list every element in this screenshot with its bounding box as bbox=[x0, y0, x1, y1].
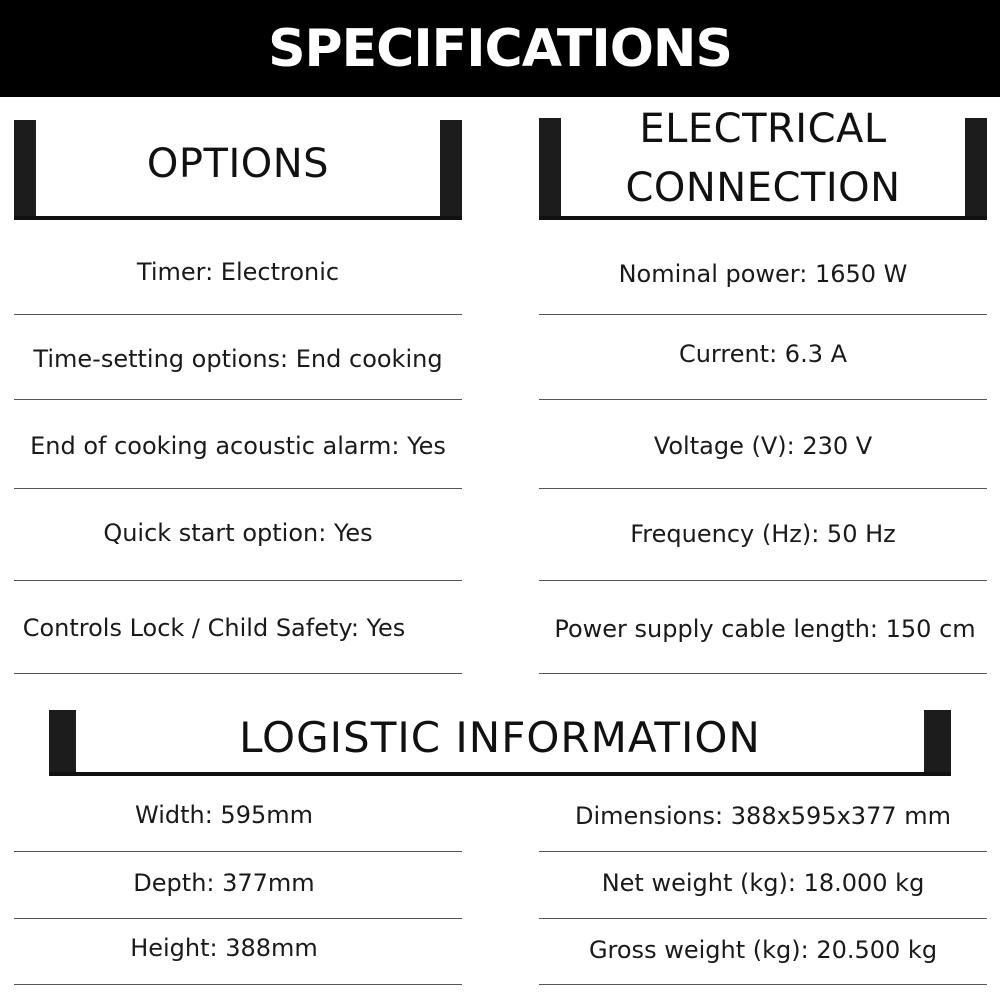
electrical-divider bbox=[539, 580, 987, 581]
electrical-row: Voltage (V): 230 V bbox=[653, 432, 873, 460]
logistic-right-row: Dimensions: 388x595x377 mm bbox=[574, 802, 951, 830]
options-frame-underline bbox=[14, 216, 462, 220]
logistic-frame-underline bbox=[49, 772, 951, 776]
electrical-row: Current: 6.3 A bbox=[678, 340, 848, 368]
logistic-right-row: Gross weight (kg): 20.500 kg bbox=[588, 936, 938, 964]
electrical-divider bbox=[539, 673, 987, 674]
electrical-heading-line-2: CONNECTION bbox=[625, 165, 901, 211]
logistic-frame-right-bar bbox=[924, 710, 951, 776]
options-divider bbox=[14, 399, 462, 400]
options-row: End of cooking acoustic alarm: Yes bbox=[30, 432, 446, 460]
electrical-row: Power supply cable length: 150 cm bbox=[554, 615, 976, 643]
logistic-heading: LOGISTIC INFORMATION bbox=[239, 713, 761, 762]
options-frame-left-bar bbox=[14, 120, 36, 220]
electrical-heading-line-1: ELECTRICAL bbox=[639, 106, 887, 152]
logistic-right-divider bbox=[539, 918, 987, 919]
options-row: Timer: Electronic bbox=[136, 258, 340, 286]
options-divider bbox=[14, 488, 462, 489]
electrical-frame-underline bbox=[539, 216, 987, 220]
logistic-left-divider bbox=[14, 984, 462, 985]
options-heading: OPTIONS bbox=[146, 141, 330, 187]
electrical-row: Frequency (Hz): 50 Hz bbox=[630, 520, 896, 548]
logistic-left-row: Height: 388mm bbox=[130, 934, 318, 962]
options-row: Controls Lock / Child Safety: Yes bbox=[22, 614, 406, 642]
options-divider bbox=[14, 580, 462, 581]
logistic-right-divider bbox=[539, 984, 987, 985]
logistic-left-divider bbox=[14, 918, 462, 919]
electrical-row: Nominal power: 1650 W bbox=[618, 260, 908, 288]
electrical-frame-right-bar bbox=[965, 118, 987, 220]
logistic-left-divider bbox=[14, 851, 462, 852]
logistic-right-divider bbox=[539, 851, 987, 852]
electrical-divider bbox=[539, 488, 987, 489]
electrical-frame-left-bar bbox=[539, 118, 561, 220]
options-frame-right-bar bbox=[440, 120, 462, 220]
logistic-right-row: Net weight (kg): 18.000 kg bbox=[601, 869, 925, 897]
logistic-left-row: Width: 595mm bbox=[134, 801, 313, 829]
electrical-divider bbox=[539, 314, 987, 315]
logistic-left-row: Depth: 377mm bbox=[133, 869, 315, 897]
electrical-divider bbox=[539, 399, 987, 400]
options-row: Quick start option: Yes bbox=[103, 519, 373, 547]
options-row: Time-setting options: End cooking bbox=[33, 345, 443, 373]
page-title: SPECIFICATIONS bbox=[268, 18, 732, 79]
options-divider bbox=[14, 314, 462, 315]
logistic-frame-left-bar bbox=[49, 710, 76, 776]
options-divider bbox=[14, 673, 462, 674]
specifications-banner bbox=[0, 0, 1000, 97]
